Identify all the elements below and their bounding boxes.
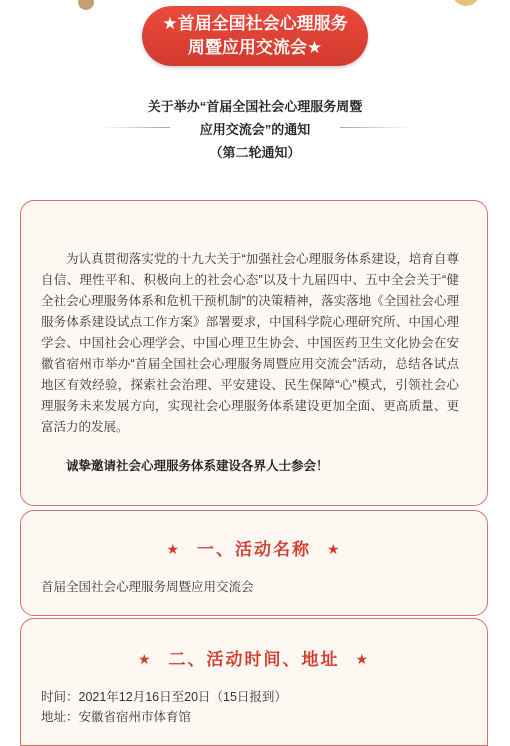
star-icon: ★ (166, 541, 181, 557)
notice-subtitle: （第二轮通知） (209, 145, 301, 160)
section-1-title: 一、活动名称 (197, 540, 311, 559)
star-icon: ★ (137, 651, 153, 667)
section-activity-name (20, 510, 488, 616)
top-left-ornament (78, 0, 94, 10)
invitation-text: 诚挚邀请社会心理服务体系建设各界人士参会！ (66, 459, 329, 473)
banner-line-1: ★首届全国社会心理服务 (162, 14, 348, 33)
section-1-content: 首届全国社会心理服务周暨应用交流会 (41, 580, 254, 594)
intro-paragraph: 为认真贯彻落实党的十九大关于“加强社会心理服务体系建设，培育自尊自信、理性平和、积极向上的社会心态”以及十九届四中、五中全会关于“健全社会心理服务体系和危机干预机制”的决策精神，落实落地《全国社会心理服务体系建设试点工作方案》部署要求，中国科学院心理研究所、中国心理学会、中国社会心理学会、中国心理卫生协会、中国医药卫生文化协会在安徽省宿州市举办“首届全国社会心理服务周暨应用交流会”活动，总结各试点地区有效经验，探索社会治理、平安建设、民生保障“心”模式，引领社会心理服务未来发展方向，实现社会心理服务体系建设更加全面、更高质量、更富活力的发展。 (41, 252, 459, 434)
banner-line-2: 周暨应用交流会★ (187, 38, 323, 57)
event-banner (142, 6, 368, 66)
section-2-title: 二、活动时间、地址 (168, 650, 340, 669)
intro-card (20, 200, 488, 506)
event-address: 地址：安徽省宿州市体育馆 (41, 710, 192, 724)
star-icon: ★ (327, 541, 342, 557)
section-2-heading (21, 645, 487, 670)
section-2-content (41, 687, 287, 727)
star-icon: ★ (355, 651, 371, 667)
section-time-address (20, 618, 488, 746)
event-time: 时间：2021年12月16日至20日（15日报到） (41, 690, 287, 704)
section-1-heading (21, 535, 487, 560)
notice-title-line-1: 关于举办“首届全国社会心理服务周暨 (147, 99, 363, 114)
top-right-ornament (452, 0, 480, 6)
notice-title-line-2: 应用交流会”的通知 (199, 122, 311, 137)
